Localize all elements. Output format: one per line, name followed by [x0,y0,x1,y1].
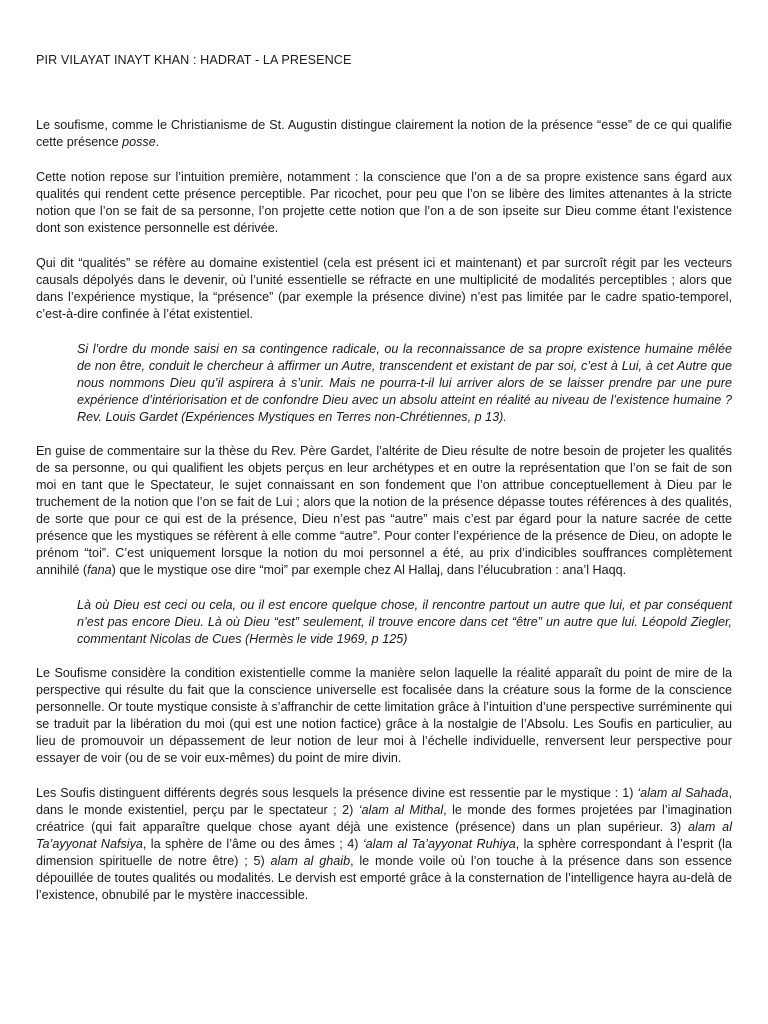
paragraph-4: En guise de commentaire sur la thèse du Rev. Père Gardet, l’altérite de Dieu résulte de notre besoin de projeter les qualités de sa personne, ou qui qualifient les objets perçus en leur archétypes et en outre la représentation que l’on se fait de son moi en tant que le Spectateur, le sujet connaissant en son fondement que l’on attribue conceptuellement à Dieu par le truchement de la notion que l’on se fait de Lui ; alors que la notion de la présence dépasse toutes références à des qualités, de sorte que pour ce qui est de la présence, Dieu n’est pas “autre” mais c’est par égard pour la nature sacrée de cette présence que les mystiques se réfèrent à elle comme “autre”. Pour conter l’expérience de la présence de Dieu, on adopte le prénom “toi”. C’est uniquement lorsque la notion du moi personnel a été, au prix d’indicibles souffrances complètement annihilé (fana) que le mystique ose dire “moi” par exemple chez Al Hallaj, dans l’élucubration : ana’l Haqq. [36,444,732,577]
term-alam-al-sahada: ‘alam al Sahada [637,786,729,800]
quote-ziegler: Là où Dieu est ceci ou cela, ou il est encore quelque chose, il rencontre partout un autre que lui, et par conséquent n’est pas encore Dieu. Là où Dieu “est” seulement, il trouve encore dans cet “être” un autre que lui. Léopold Ziegler, commentant Nicolas de Cues (Hermès le vide 1969, p 125) [77,598,732,646]
paragraph-2: Cette notion repose sur l’intuition première, notamment : la conscience que l’on a de sa propre existence sans égard aux qualités qui rendent cette présence perceptible. Par ricochet, pour peu que l’on se libère des limites attenantes à la stricte notion que l’on se fait de sa personne, l’on projette cette notion que l’on a de son ipseite sur Dieu comme étant l’existence dont son existence personnelle est dérivée. [36,170,732,235]
emphasis-fana: fana [87,563,112,577]
term-alam-al-mithal: ‘alam al Mithal [358,803,444,817]
paragraph-3: Qui dit “qualités” se réfère au domaine existentiel (cela est présent ici et maintenant) et par surcroît régit par les vecteurs causals dépolyés dans le devenir, où l’unité essentielle se réfracte en une multiplicité de modalités perceptibles ; alors que dans l’expérience mystique, la “présence” (par exemple la présence divine) n’est pas limitée par le cadre spatio-temporel, c’est-à-dire confinée à l’état existentiel. [36,256,732,321]
term-alam-al-tayyonat-ruhiya: ‘alam al Ta’ayyonat Ruhiya [362,837,516,851]
quote-gardet: Si l’ordre du monde saisi en sa contingence radicale, ou la reconnaissance de sa propre existence humaine mêlée de non être, conduit le chercheur à affirmer un Autre, transcendent et existant de par soi, c’est à Lui, à cet Autre que nous nommons Dieu qu’il aspirera à s’unir. Mais ne pourra-t-il lui arriver alors de se laisser prendre par une pure expérience d’intériorisation et de confondre Dieu avec un absolu atteint en réalité au niveau de l’existence humaine ? Rev. Louis Gardet (Expériences Mystiques en Terres non-Chrétiennes, p 13). [77,342,732,424]
term-alam-al-ghaib: alam al ghaib [270,854,351,868]
paragraph-6: Les Soufis distinguent différents degrés sous lesquels la présence divine est ressentie par le mystique : 1) ‘alam al Sahada, dans le monde existentiel, perçu par le spectateur ; 2) ‘alam al Mithal, le monde des formes projetées par l’imagination créatrice (qui fait apparaître quelque chose ayant déjà une existence (présence) dans un plan supérieur. 3) alam al Ta’ayyonat Nafsiya, la sphère de l’âme ou des âmes ; 4) ‘alam al Ta’ayyonat Ruhiya, la sphère correspondant à l’esprit (la dimension spirituelle de notre être) ; 5) alam al ghaib, le monde voile où l’on touche à la présence dans son essence dépouillée de toutes qualités ou modalités. Le dervish est emporté grâce à la consternation de l’intelligence hayra au-delà de l’existence, obnubilé par le mystère inaccessible. [36,786,732,902]
term-alam-al-tayyonat-nafsiya: alam al Ta’ayyonat Nafsiya [36,820,732,851]
emphasis-posse: posse [122,135,156,149]
document-title: PIR VILAYAT INAYT KHAN : HADRAT - LA PRESENCE [36,53,352,67]
paragraph-1: Le soufisme, comme le Christianisme de St. Augustin distingue clairement la notion de la présence “esse” de ce qui qualifie cette présence posse. [36,118,732,149]
paragraph-5: Le Soufisme considère la condition existentielle comme la manière selon laquelle la réalité apparaît du point de mire de la perspective qui résulte du fait que la conscience universelle est focalisée dans la créature sous la forme de la conscience personnelle. Or toute mystique consiste à s’affranchir de cette limitation grâce à l’intuition d’une perspective surréminente qui se traduit par la libération du moi (qui est une notion factice) grâce à la nostalgie de l’Absolu. Les Soufis en particulier, au lieu de promouvoir un dépassement de leur notion de leur moi à l’échelle individuelle, renversent leur perspective pour essayer de voir (ou de se voir eux-mêmes) du point de mire divin. [36,666,732,765]
document-body [36,117,732,922]
